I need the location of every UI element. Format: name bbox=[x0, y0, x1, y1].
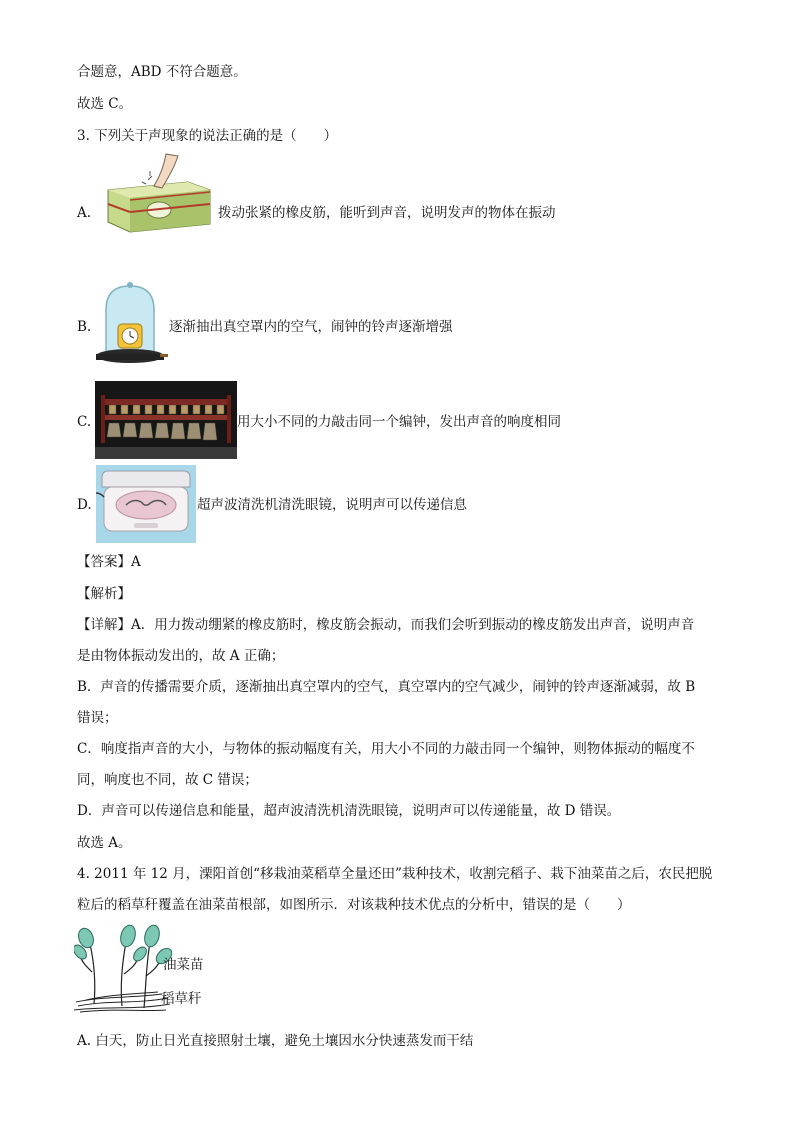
analysis-header: 【解析】 bbox=[77, 586, 131, 602]
label-seedling: 油菜苗 bbox=[163, 957, 204, 973]
detail-line-2: 是由物体振动发出的，故 A 正确； bbox=[77, 648, 285, 664]
line-choice-c: 故选 C。 bbox=[77, 96, 133, 112]
question-4-option-a: A. 白天，防止日光直接照射土壤，避免土壤因水分快速蒸发而干结 bbox=[77, 1033, 474, 1049]
option-d-letter: D. bbox=[77, 497, 92, 513]
option-a-letter: A. bbox=[77, 205, 92, 221]
detail-line-5: C．响度指声音的大小，与物体的振动幅度有关，用大小不同的力敲击同一个编钟，则物体振动的幅度不 bbox=[77, 741, 695, 757]
question-4-line-1: 4. 2011 年 12 月，溧阳首创“移栽油菜稻草全量还田”栽种技术，收割完稻子、栽下油菜苗之后，农民把脱 bbox=[77, 866, 713, 882]
detail-line-6: 同，响度也不同，故 C 错误； bbox=[77, 772, 258, 788]
option-c-letter: C. bbox=[77, 414, 92, 430]
option-b-text: 逐渐抽出真空罩内的空气，闹钟的铃声逐渐增强 bbox=[169, 319, 453, 335]
option-c-image bbox=[95, 381, 237, 459]
option-a-text: 拨动张紧的橡皮筋，能听到声音，说明发声的物体在振动 bbox=[218, 205, 556, 221]
option-d-text: 超声波清洗机清洗眼镜，说明声可以传递信息 bbox=[197, 497, 467, 513]
question-3: 3. 下列关于声现象的说法正确的是（ ） bbox=[77, 128, 338, 144]
option-d-image bbox=[96, 465, 196, 543]
label-straw: 稻草秆 bbox=[161, 991, 202, 1007]
detail-line-8: 故选 A。 bbox=[77, 835, 132, 851]
line-conclusion: 合题意，ABD 不符合题意。 bbox=[77, 64, 247, 80]
detail-line-7: D．声音可以传递信息和能量，超声波清洗机清洗眼镜，说明声可以传递能量，故 D 错误。 bbox=[77, 803, 621, 819]
option-b-image bbox=[94, 282, 168, 368]
detail-line-1: 【详解】A．用力拨动绷紧的橡皮筋时，橡皮筋会振动，而我们会听到振动的橡皮筋发出声音，说明声音 bbox=[77, 617, 695, 633]
option-b-letter: B. bbox=[77, 319, 92, 335]
option-a-image bbox=[104, 152, 214, 234]
detail-line-3: B．声音的传播需要介质，逐渐抽出真空罩内的空气，真空罩内的空气减少，闹钟的铃声逐渐减弱，故 B bbox=[77, 679, 696, 695]
question-4-line-2: 粒后的稻草秆覆盖在油菜苗根部，如图所示．对该栽种技术优点的分析中，错误的是（ ） bbox=[77, 897, 631, 913]
answer-line: 【答案】A bbox=[77, 554, 141, 570]
option-c-text: 用大小不同的力敲击同一个编钟，发出声音的响度相同 bbox=[237, 414, 561, 430]
detail-line-4: 错误； bbox=[77, 710, 118, 726]
